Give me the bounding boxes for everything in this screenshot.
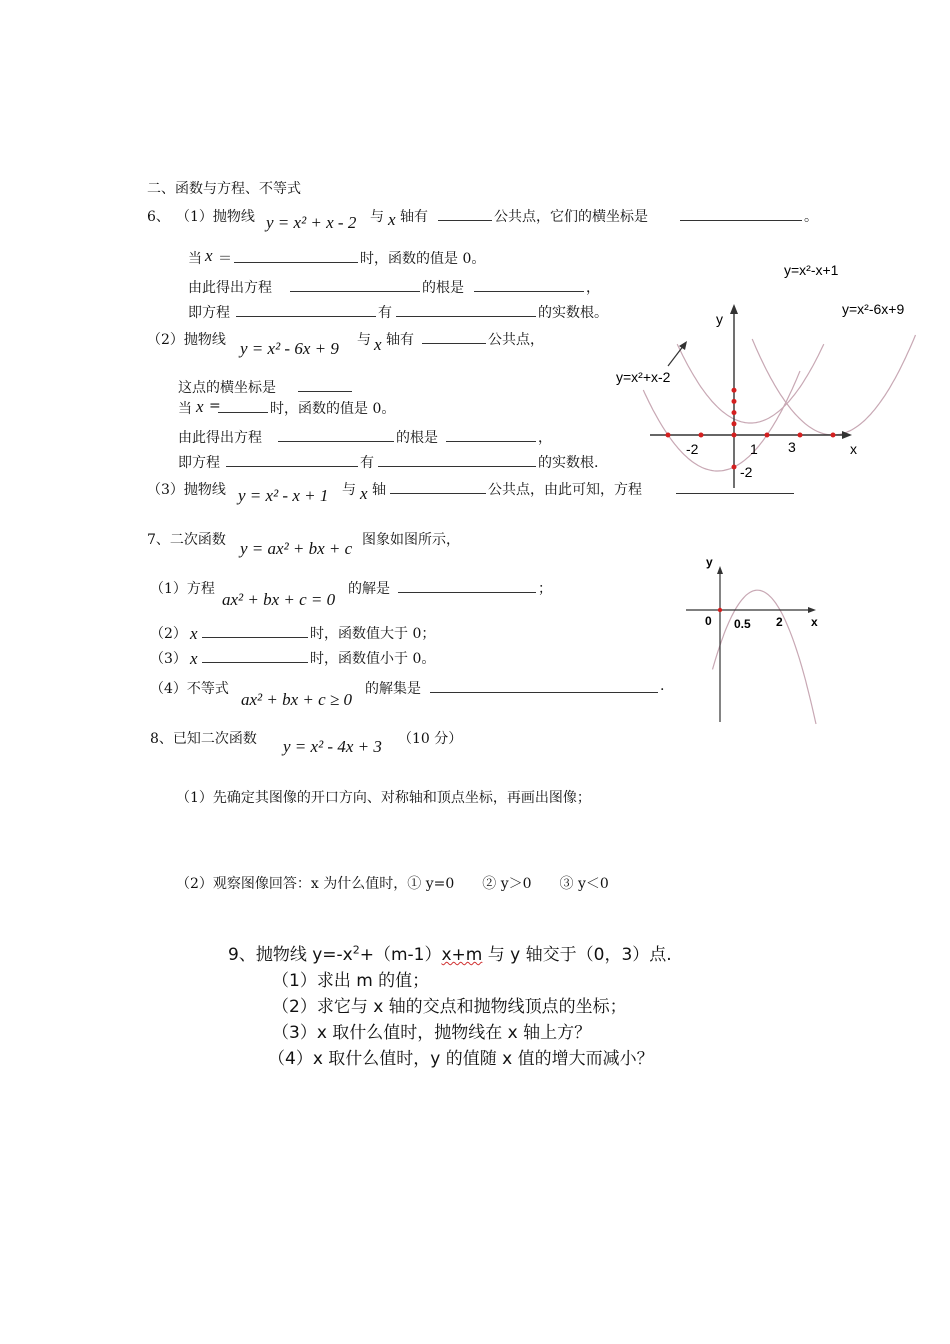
y-axis-label: y [716,311,723,327]
key-point [699,433,704,438]
q9-stem-sup: 2 [352,943,360,957]
q6-p2-label: （2）抛物线 [147,332,226,348]
q7-p4-text: 的解集是 [365,681,421,697]
label-curve-c: y=x²+x-2 [616,369,671,385]
q6-p2-blank1 [422,329,486,344]
q6-ie-blank1 [236,302,376,317]
q6-derive: 由此得出方程 [188,280,272,296]
label-curve-a: y=x²-x+1 [784,262,839,278]
q6-p2-when: 当 [178,401,192,417]
q6-p2-derive-blank [278,427,394,442]
q6-comma: ， [586,280,600,296]
label-pointer [668,345,684,366]
q6-p3-label: （3）抛物线 [147,482,226,498]
q8-equation: y = x² - 4x + 3 [283,737,382,756]
q7-p4-blank [430,678,658,693]
q7-p3-x: x [190,649,198,668]
key-point [732,433,737,438]
q6-p3-text2: 公共点，由此可知，方程 [488,482,642,498]
q6-roots-are: 的根是 [422,280,464,296]
q9-stem-b: +（m-1） [359,945,442,965]
q6-p3-equation: y = x² - x + 1 [238,486,329,505]
q6-p2-ie-blank1 [226,452,358,467]
key-point [732,421,737,426]
q6-p2-and: 与 [357,332,371,348]
q6-real-roots: 的实数根。 [538,305,608,321]
q6-p2-roots-blank [446,427,536,442]
q6-when: 当 [188,251,202,267]
q7-p3-blank [202,648,308,663]
q9-p1: （1）求出 m 的值； [272,971,430,991]
q9-p3: （3）x 取什么值时，抛物线在 x 轴上方？ [272,1023,592,1043]
y-axis-label: y [706,555,713,569]
label-curve-b: y=x²-6x+9 [842,301,905,317]
q7-p1-text: 的解是 [348,581,390,597]
q6-p1-and: 与 [370,209,384,225]
q7-text1: 图象如图所示， [362,532,460,548]
label-pointer-arrow-icon [679,341,687,350]
q8-score: （10 分） [398,731,463,747]
q6-p2-when-x: x [196,397,204,416]
q7-graph [680,550,830,725]
q7-p2-blank [202,623,308,638]
q9-stem-d: 与 y 轴交于（0，3）点. [482,945,672,965]
q6-p2-derive: 由此得出方程 [178,430,262,446]
q9-stem-a: 9、抛物线 y=-x [228,945,353,965]
q6-p2-end: 的实数根. [538,455,599,471]
q7-p2-x: x [190,624,198,643]
q6-p2-x: x [374,335,382,354]
q6-p1-text1: 轴有 [400,209,428,225]
q6-p1-end: 。 [804,209,818,225]
q6-p3-blank1 [390,479,486,494]
key-point [765,433,770,438]
q6-eqsign: ＝ [218,251,232,267]
q7-number: 7、二次函数 [147,532,226,548]
q6-p2-ie-blank2 [378,452,536,467]
key-point [798,433,803,438]
q6-has: 有 [378,305,392,321]
q9-p2: （2）求它与 x 轴的交点和抛物线顶点的坐标； [272,997,627,1017]
q6-when-x: x [205,246,213,265]
q7-equation: y = ax² + bx + c [240,539,353,558]
q6-p2-point-blank [298,377,352,392]
q6-ie-blank2 [396,302,536,317]
q6-p2-text1: 轴有 [386,332,414,348]
key-point [732,388,737,393]
q6-derive-blank [290,277,420,292]
tick-3: 3 [788,439,796,455]
q6-p1-equation: y = x² + x - 2 [266,213,357,232]
q6-p2-when-eq: = [209,398,221,414]
q6-roots-blank [474,277,584,292]
y-axis-arrow-icon [717,566,723,574]
q6-p2-equation: y = x² - 6x + 9 [240,339,339,358]
x-axis-arrow-icon [808,607,816,613]
key-point [831,433,836,438]
key-point [732,410,737,415]
q9-stem [228,940,672,965]
q8-p2: （2）观察图像回答：x 为什么值时，① y=0 ② y＞0 ③ y＜0 [176,876,609,892]
q6-p2-when-blank [218,398,268,413]
q6-p2-comma: ， [538,430,552,446]
q6-p1-text2: 公共点，它们的横坐标是 [494,209,648,225]
q7-p3-label: （3） [150,651,187,667]
q6-p2-has: 有 [360,455,374,471]
q6-p1-blank1 [438,206,492,221]
q6-line2-text: 时，函数的值是 0。 [360,251,486,267]
tick-1: 1 [750,441,758,457]
q6-p1-x: x [388,210,396,229]
q6-p2-ie: 即方程 [178,455,220,471]
key-point [732,399,737,404]
q6-number: 6、 [147,209,170,225]
tick-0-5: 0.5 [734,617,751,631]
q6-p3-text1: 轴 [372,482,386,498]
q6-p1-label: （1）抛物线 [176,209,255,225]
q7-p3-text: 时，函数值小于 0。 [310,651,436,667]
x-axis-label: x [811,615,818,629]
key-point [732,465,737,470]
q8-number: 8、已知二次函数 [150,731,257,747]
tick-2: 2 [776,615,783,629]
q6-graph [600,248,930,496]
q7-p1-label: （1）方程 [150,581,215,597]
tick-y-neg2: -2 [740,464,753,480]
origin-point [718,608,722,612]
q8-p1: （1）先确定其图像的开口方向、对称轴和顶点坐标，再画出图像； [176,790,591,806]
q6-p2-point: 这点的横坐标是 [178,380,276,396]
q6-p3-and: 与 [342,482,356,498]
q7-p2-label: （2） [150,626,187,642]
y-axis-arrow-icon [730,304,738,314]
q9-p4: （4）x 取什么值时，y 的值随 x 值的增大而减小？ [268,1049,654,1069]
q7-p4-label: （4）不等式 [150,681,229,697]
tick-neg2: -2 [686,441,699,457]
q6-ie: 即方程 [188,305,230,321]
q7-p4-end: . [660,678,665,694]
q7-p4-equation: ax² + bx + c ≥ 0 [241,690,353,709]
tick-0: 0 [705,614,712,628]
section-title: 二、函数与方程、不等式 [147,181,301,197]
x-axis-label: x [850,441,857,457]
curve-x2-plus-x-minus-2 [643,371,800,471]
q6-p2-roots-are: 的根是 [396,430,438,446]
q7-p1-blank [398,578,536,593]
q6-p2-text2: 公共点， [488,332,544,348]
q6-when-blank [234,248,358,263]
q7-p1-end: ； [538,581,552,597]
key-point [666,433,671,438]
curve-x2-minus-x-plus-1 [677,344,824,423]
q6-p3-x: x [360,484,368,503]
key-points [666,388,836,470]
q9-stem-c: x+m [441,945,483,965]
q7-p2-text: 时，函数值大于 0； [310,626,436,642]
q6-p1-blank2 [680,206,802,221]
q7-p1-equation: ax² + bx + c = 0 [222,590,336,609]
q6-p2-line2: 时，函数的值是 0。 [270,401,396,417]
